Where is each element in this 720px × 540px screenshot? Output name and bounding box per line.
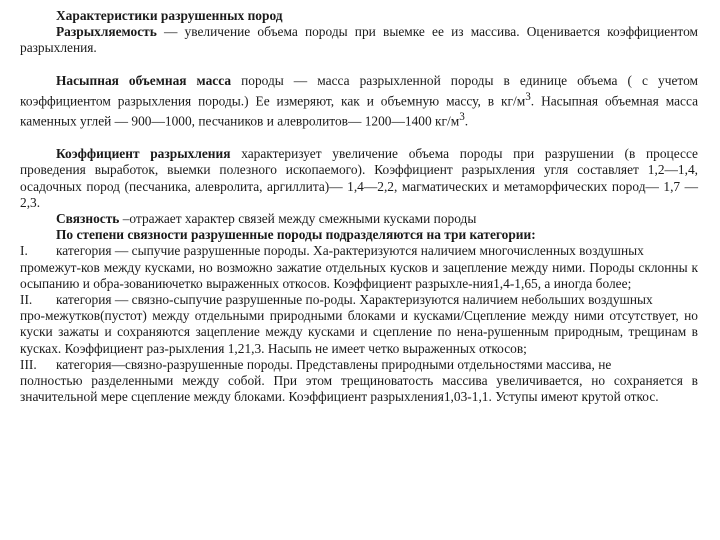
paragraph-bulk-density: Насыпная объемная масса породы — масса разрыхленной породы в единице объема ( с учетом коэффициентом разрыхления породы.) Ее измеряют, как и объемную массу, в $кг/м^3$. Насыпная объемная масса каменных углей — 900—1000, песчаников и алевролитов— 1200—1400 $кг/м^3$.: [20, 72, 699, 129]
term-bulk-density: Насыпная объемная масса: [56, 72, 232, 88]
category-number: II.: [20, 291, 33, 307]
category-number: III.: [20, 356, 37, 372]
categories-heading: По степени связности разрушенные породы подразделяются на три категории:: [56, 227, 536, 243]
text-cohesion: –отражает характер связей между смежными кусками породы: [119, 210, 477, 226]
category-text: категория—связно-разрушенные породы. Представлены природными отдельностями массива, не: [56, 356, 612, 372]
category-1: [20, 243, 698, 292]
paragraph-loosening: [20, 24, 698, 56]
category-3: [20, 357, 698, 406]
category-2: [20, 292, 698, 357]
category-text: категория — сыпучие разрушенные породы. Ха-рактеризуются наличием многочисленных воздушных: [56, 243, 644, 259]
term-loosening: Разрыхляемость: [56, 24, 157, 40]
term-coefficient: Коэффициент разрыхления: [56, 146, 231, 162]
category-number: I.: [20, 243, 28, 259]
category-text-cont: про-межутков(пустот) между отдельными природными блоками и кусками/Сцепление между ними отсутствует, но куски зажаты и сохраняются зацепление между кусками и сцепление по нена-рушенным природным, трещинам в кусках. Коэффициент раз-рыхления 1,21,3. Насыпь не имеет четко выраженных откосов;: [20, 308, 698, 356]
text-coefficient: характеризует увеличение объема породы при разрушении (в процессе проведения выработок, выемки полезного ископаемого). Коэффициент разрыхления угля составляет 1,2—1,4, осадочных пород (песчаника, алевролита, аргиллита)— 1,4—2,2, магматических и метаморфических пород— 1,7 —2,3.: [20, 146, 698, 210]
category-text-cont: промежут-ков между кусками, но возможно зажатие отдельных кусков и зацепление между ними. Породы склонны к осыпанию и обра-зованиючетко выраженных откосов. Коэффициент разрыхле-ния1,4-1,65, а иногда более;: [20, 259, 698, 291]
section-heading: Характеристики разрушенных пород: [56, 8, 283, 23]
paragraph-coefficient: [20, 146, 698, 211]
category-text: категория — связно-сыпучие разрушенные по-роды. Характеризуются наличием небольших воздушных: [56, 291, 653, 307]
term-cohesion: Связность: [56, 210, 120, 226]
paragraph-cohesion: [20, 211, 698, 227]
text-loosening: — увеличение объема породы при выемке ее из массива. Оценивается коэффициентом разрыхления.: [20, 24, 698, 56]
category-text-cont: полностью разделенными между собой. При этом трещиноватость массива увеличивается, но сохраняется в значительной мере сцепление между блоками. Коэффициент разрыхления1,03-1,1. Уступы имеют крутой откос.: [20, 373, 698, 405]
